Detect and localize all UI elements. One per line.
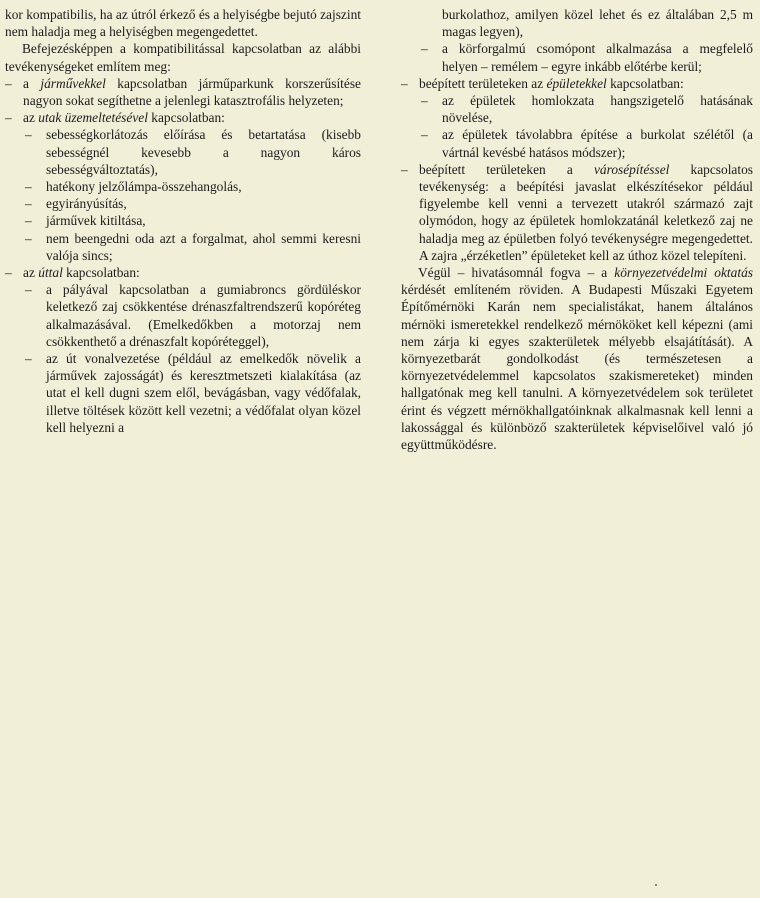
- sub-item-pavement: – a pályával kapcsolatban a gumiabroncs gördüléskor keletkező zaj csökkentése drénaszfaltrendszerű kopóréteg alkalmazásával. (Emelkedőkben a motorzaj nem csökkenthető a drénaszfalt kopóréteggel),: [5, 281, 361, 350]
- paper-speck: [655, 884, 657, 886]
- sub-item-alignment-continued: burkolathoz, amilyen közel lehet és ez általában 2,5 m magas legyen),: [442, 7, 753, 40]
- sub-item-traffic-exclusion: – nem beengedni oda azt a forgalmat, ahol semmi keresni valója sincs;: [5, 230, 361, 264]
- sub-item-alignment: – az út vonalvezetése (például az emelkedők növelik a járművek zajosságát) és keresztmetszeti kialakítása (az utat el kell dugni szem elől, bevágásban, vagy védőfalak, illetve töltések között kell vezetni; a védőfalat olyan közel kell helyezni a: [5, 350, 361, 436]
- sub-item-building-distance: – az épületek távolabbra építése a burkolat szélétől (a vártnál kevésbé hatásos módszer);: [401, 126, 753, 160]
- activity-list: [5, 75, 361, 436]
- list-item-buildings: – beépített területeken az épületekkel kapcsolatban:: [401, 75, 753, 92]
- sub-item-roundabout: – a körforgalmú csomópont alkalmazása a megfelelő helyen – remélem – egyre inkább előtérbe kerül;: [401, 40, 753, 74]
- sub-item-speed-limit: – sebességkorlátozás előírása és betartatása (kisebb sebességnél kevesebb a nagyon káros sebességváltoztatás),: [5, 126, 361, 178]
- activity-list-continued: [401, 6, 753, 264]
- list-item-urban-planning: – beépített területeken a városépítéssel kapcsolatos tevékenység: a beépítési javaslat elkészítésekor például figyelembe kell venni a tervezett utakról származó zajt olymódon, hogy az épületek homlokzatánál keletkező zaj ne haladja meg az épületben folyó tevékenységre megengedettet. A zajra „érzéketlen” épületeket kell az úthoz közel telepíteni.: [401, 161, 753, 264]
- list-item-road-operation: – az utak üzemeltetésével kapcsolatban:: [5, 109, 361, 126]
- conclusion-paragraph: Befejezésképpen a kompatibilitással kapcsolatban az alábbi tevékenységeket említem meg:: [5, 41, 361, 74]
- sub-item-one-way: – egyirányúsítás,: [5, 195, 361, 212]
- sub-item-vehicle-ban: – járművek kitiltása,: [5, 212, 361, 229]
- intro-paragraph: kor kompatibilis, ha az útról érkező és a helyiségbe bejutó zajszint nem haladja meg a helyiségben megengedettet.: [5, 7, 361, 40]
- left-column: [5, 6, 361, 436]
- sub-item-facade-insulation: – az épületek homlokzata hangszigetelő hatásának növelése,: [401, 92, 753, 126]
- list-item-road: – az úttal kapcsolatban:: [5, 264, 361, 281]
- list-item-vehicles: – a járművekkel kapcsolatban járműparkunk korszerűsítése nagyon sokat segíthetne a jelenlegi katasztrofális helyzeten;: [5, 75, 361, 109]
- right-column: [401, 6, 753, 453]
- final-paragraph: Végül – hivatásomnál fogva – a környezetvédelmi oktatás kérdését említeném röviden. A Budapesti Műszaki Egyetem Építőmérnöki Karán nem specialistákat, hanem általános mérnöki ismeretekkel rendelkező mérnököket kell képezni (ami nem zárja ki egyes szakterületek mélyebb elsajátítását). A környezetbarát gondolkodást (és természetesen a környezetvédelemmel kapcsolatos szakismereteket) minden hallgatónak meg kell tanulni. A környezetvédelem sok területet érint és végzett mérnökhallgatóinknak alkalmasnak kell lenni a lakossággal és különböző szakterületek képviselőivel való jó együttműködésre.: [401, 265, 753, 453]
- sub-item-traffic-lights: – hatékony jelzőlámpa-összehangolás,: [5, 178, 361, 195]
